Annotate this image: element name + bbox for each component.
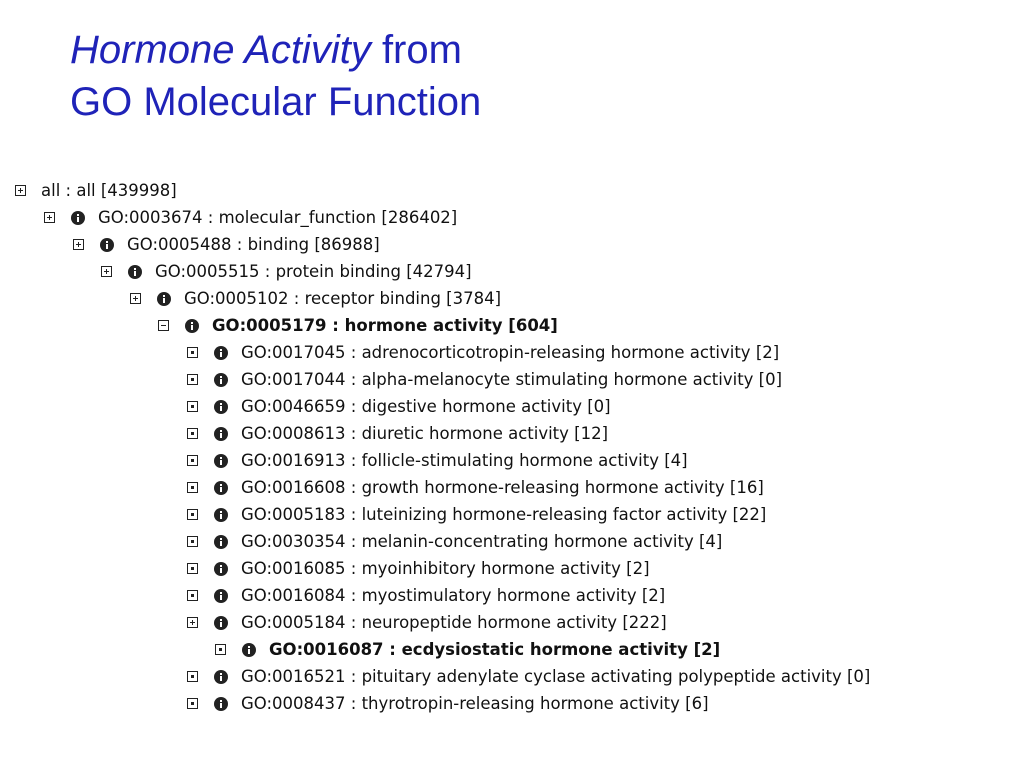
tree-row-label[interactable]: GO:0005488 : binding [86988] xyxy=(127,235,380,254)
tree-row-label[interactable]: GO:0016084 : myostimulatory hormone activity [2] xyxy=(241,586,666,605)
tree-row xyxy=(0,258,1024,285)
expand-toggle-icon[interactable] xyxy=(187,617,198,628)
tree-row xyxy=(0,528,1024,555)
tree-row-label[interactable]: GO:0005184 : neuropeptide hormone activity [222] xyxy=(241,613,667,632)
info-icon[interactable] xyxy=(100,238,114,252)
leaf-toggle-icon[interactable] xyxy=(215,644,226,655)
title-italic: Hormone Activity xyxy=(70,28,371,72)
leaf-toggle-icon[interactable] xyxy=(187,671,198,682)
info-icon[interactable] xyxy=(128,265,142,279)
info-icon[interactable] xyxy=(214,400,228,414)
info-icon[interactable] xyxy=(214,454,228,468)
title-line-1 xyxy=(70,24,481,76)
info-icon[interactable] xyxy=(214,616,228,630)
info-icon[interactable] xyxy=(71,211,85,225)
tree-row xyxy=(0,420,1024,447)
tree-row-label[interactable]: GO:0005515 : protein binding [42794] xyxy=(155,262,472,281)
tree-row xyxy=(0,231,1024,258)
tree-row xyxy=(0,582,1024,609)
tree-row-label[interactable]: GO:0008437 : thyrotropin-releasing hormone activity [6] xyxy=(241,694,709,713)
info-icon[interactable] xyxy=(214,508,228,522)
tree-row-label[interactable]: GO:0046659 : digestive hormone activity [0] xyxy=(241,397,611,416)
info-icon[interactable] xyxy=(214,346,228,360)
leaf-toggle-icon[interactable] xyxy=(187,698,198,709)
tree-row xyxy=(0,447,1024,474)
tree-row xyxy=(0,285,1024,312)
tree-row xyxy=(0,555,1024,582)
info-icon[interactable] xyxy=(185,319,199,333)
tree-row xyxy=(0,501,1024,528)
info-icon[interactable] xyxy=(214,562,228,576)
go-tree xyxy=(0,177,1024,717)
tree-row-label[interactable]: GO:0017045 : adrenocorticotropin-releasing hormone activity [2] xyxy=(241,343,780,362)
leaf-toggle-icon[interactable] xyxy=(187,374,198,385)
tree-row-label[interactable]: GO:0005183 : luteinizing hormone-releasing factor activity [22] xyxy=(241,505,767,524)
info-icon[interactable] xyxy=(214,589,228,603)
info-icon[interactable] xyxy=(214,373,228,387)
expand-toggle-icon[interactable] xyxy=(44,212,55,223)
tree-row-root xyxy=(0,177,1024,204)
tree-row-label[interactable]: GO:0016085 : myoinhibitory hormone activity [2] xyxy=(241,559,650,578)
title-rest: from xyxy=(370,28,462,72)
tree-row-label[interactable]: GO:0008613 : diuretic hormone activity [12] xyxy=(241,424,609,443)
tree-row-highlighted xyxy=(0,636,1024,663)
tree-row-selected xyxy=(0,312,1024,339)
tree-row xyxy=(0,339,1024,366)
tree-row xyxy=(0,204,1024,231)
expand-toggle-icon[interactable] xyxy=(101,266,112,277)
tree-row xyxy=(0,474,1024,501)
tree-row xyxy=(0,366,1024,393)
leaf-toggle-icon[interactable] xyxy=(187,590,198,601)
leaf-toggle-icon[interactable] xyxy=(187,347,198,358)
title-line-2: GO Molecular Function xyxy=(70,80,482,124)
info-icon[interactable] xyxy=(214,697,228,711)
leaf-toggle-icon[interactable] xyxy=(187,482,198,493)
leaf-toggle-icon[interactable] xyxy=(187,455,198,466)
leaf-toggle-icon[interactable] xyxy=(187,401,198,412)
tree-row-label[interactable]: all : all [439998] xyxy=(41,181,177,200)
tree-row xyxy=(0,663,1024,690)
slide-title xyxy=(70,24,481,128)
expand-toggle-icon[interactable] xyxy=(73,239,84,250)
tree-row-label[interactable]: GO:0003674 : molecular_function [286402] xyxy=(98,208,458,227)
leaf-toggle-icon[interactable] xyxy=(187,563,198,574)
tree-row xyxy=(0,393,1024,420)
leaf-toggle-icon[interactable] xyxy=(187,509,198,520)
tree-row-label[interactable]: GO:0030354 : melanin-concentrating hormone activity [4] xyxy=(241,532,723,551)
tree-row xyxy=(0,690,1024,717)
info-icon[interactable] xyxy=(242,643,256,657)
expand-toggle-icon[interactable] xyxy=(15,185,26,196)
tree-row-label[interactable]: GO:0005102 : receptor binding [3784] xyxy=(184,289,502,308)
tree-row-label[interactable]: GO:0016608 : growth hormone-releasing hormone activity [16] xyxy=(241,478,764,497)
collapse-toggle-icon[interactable] xyxy=(158,320,169,331)
tree-row xyxy=(0,609,1024,636)
tree-row-label[interactable]: GO:0016521 : pituitary adenylate cyclase activating polypeptide activity [0] xyxy=(241,667,871,686)
expand-toggle-icon[interactable] xyxy=(130,293,141,304)
tree-row-label[interactable]: GO:0005179 : hormone activity [604] xyxy=(212,316,558,335)
info-icon[interactable] xyxy=(214,670,228,684)
leaf-toggle-icon[interactable] xyxy=(187,536,198,547)
info-icon[interactable] xyxy=(157,292,171,306)
tree-row-label[interactable]: GO:0016913 : follicle-stimulating hormone activity [4] xyxy=(241,451,688,470)
info-icon[interactable] xyxy=(214,481,228,495)
leaf-toggle-icon[interactable] xyxy=(187,428,198,439)
tree-row-label[interactable]: GO:0016087 : ecdysiostatic hormone activity [2] xyxy=(269,640,721,659)
info-icon[interactable] xyxy=(214,427,228,441)
info-icon[interactable] xyxy=(214,535,228,549)
tree-row-label[interactable]: GO:0017044 : alpha-melanocyte stimulating hormone activity [0] xyxy=(241,370,783,389)
